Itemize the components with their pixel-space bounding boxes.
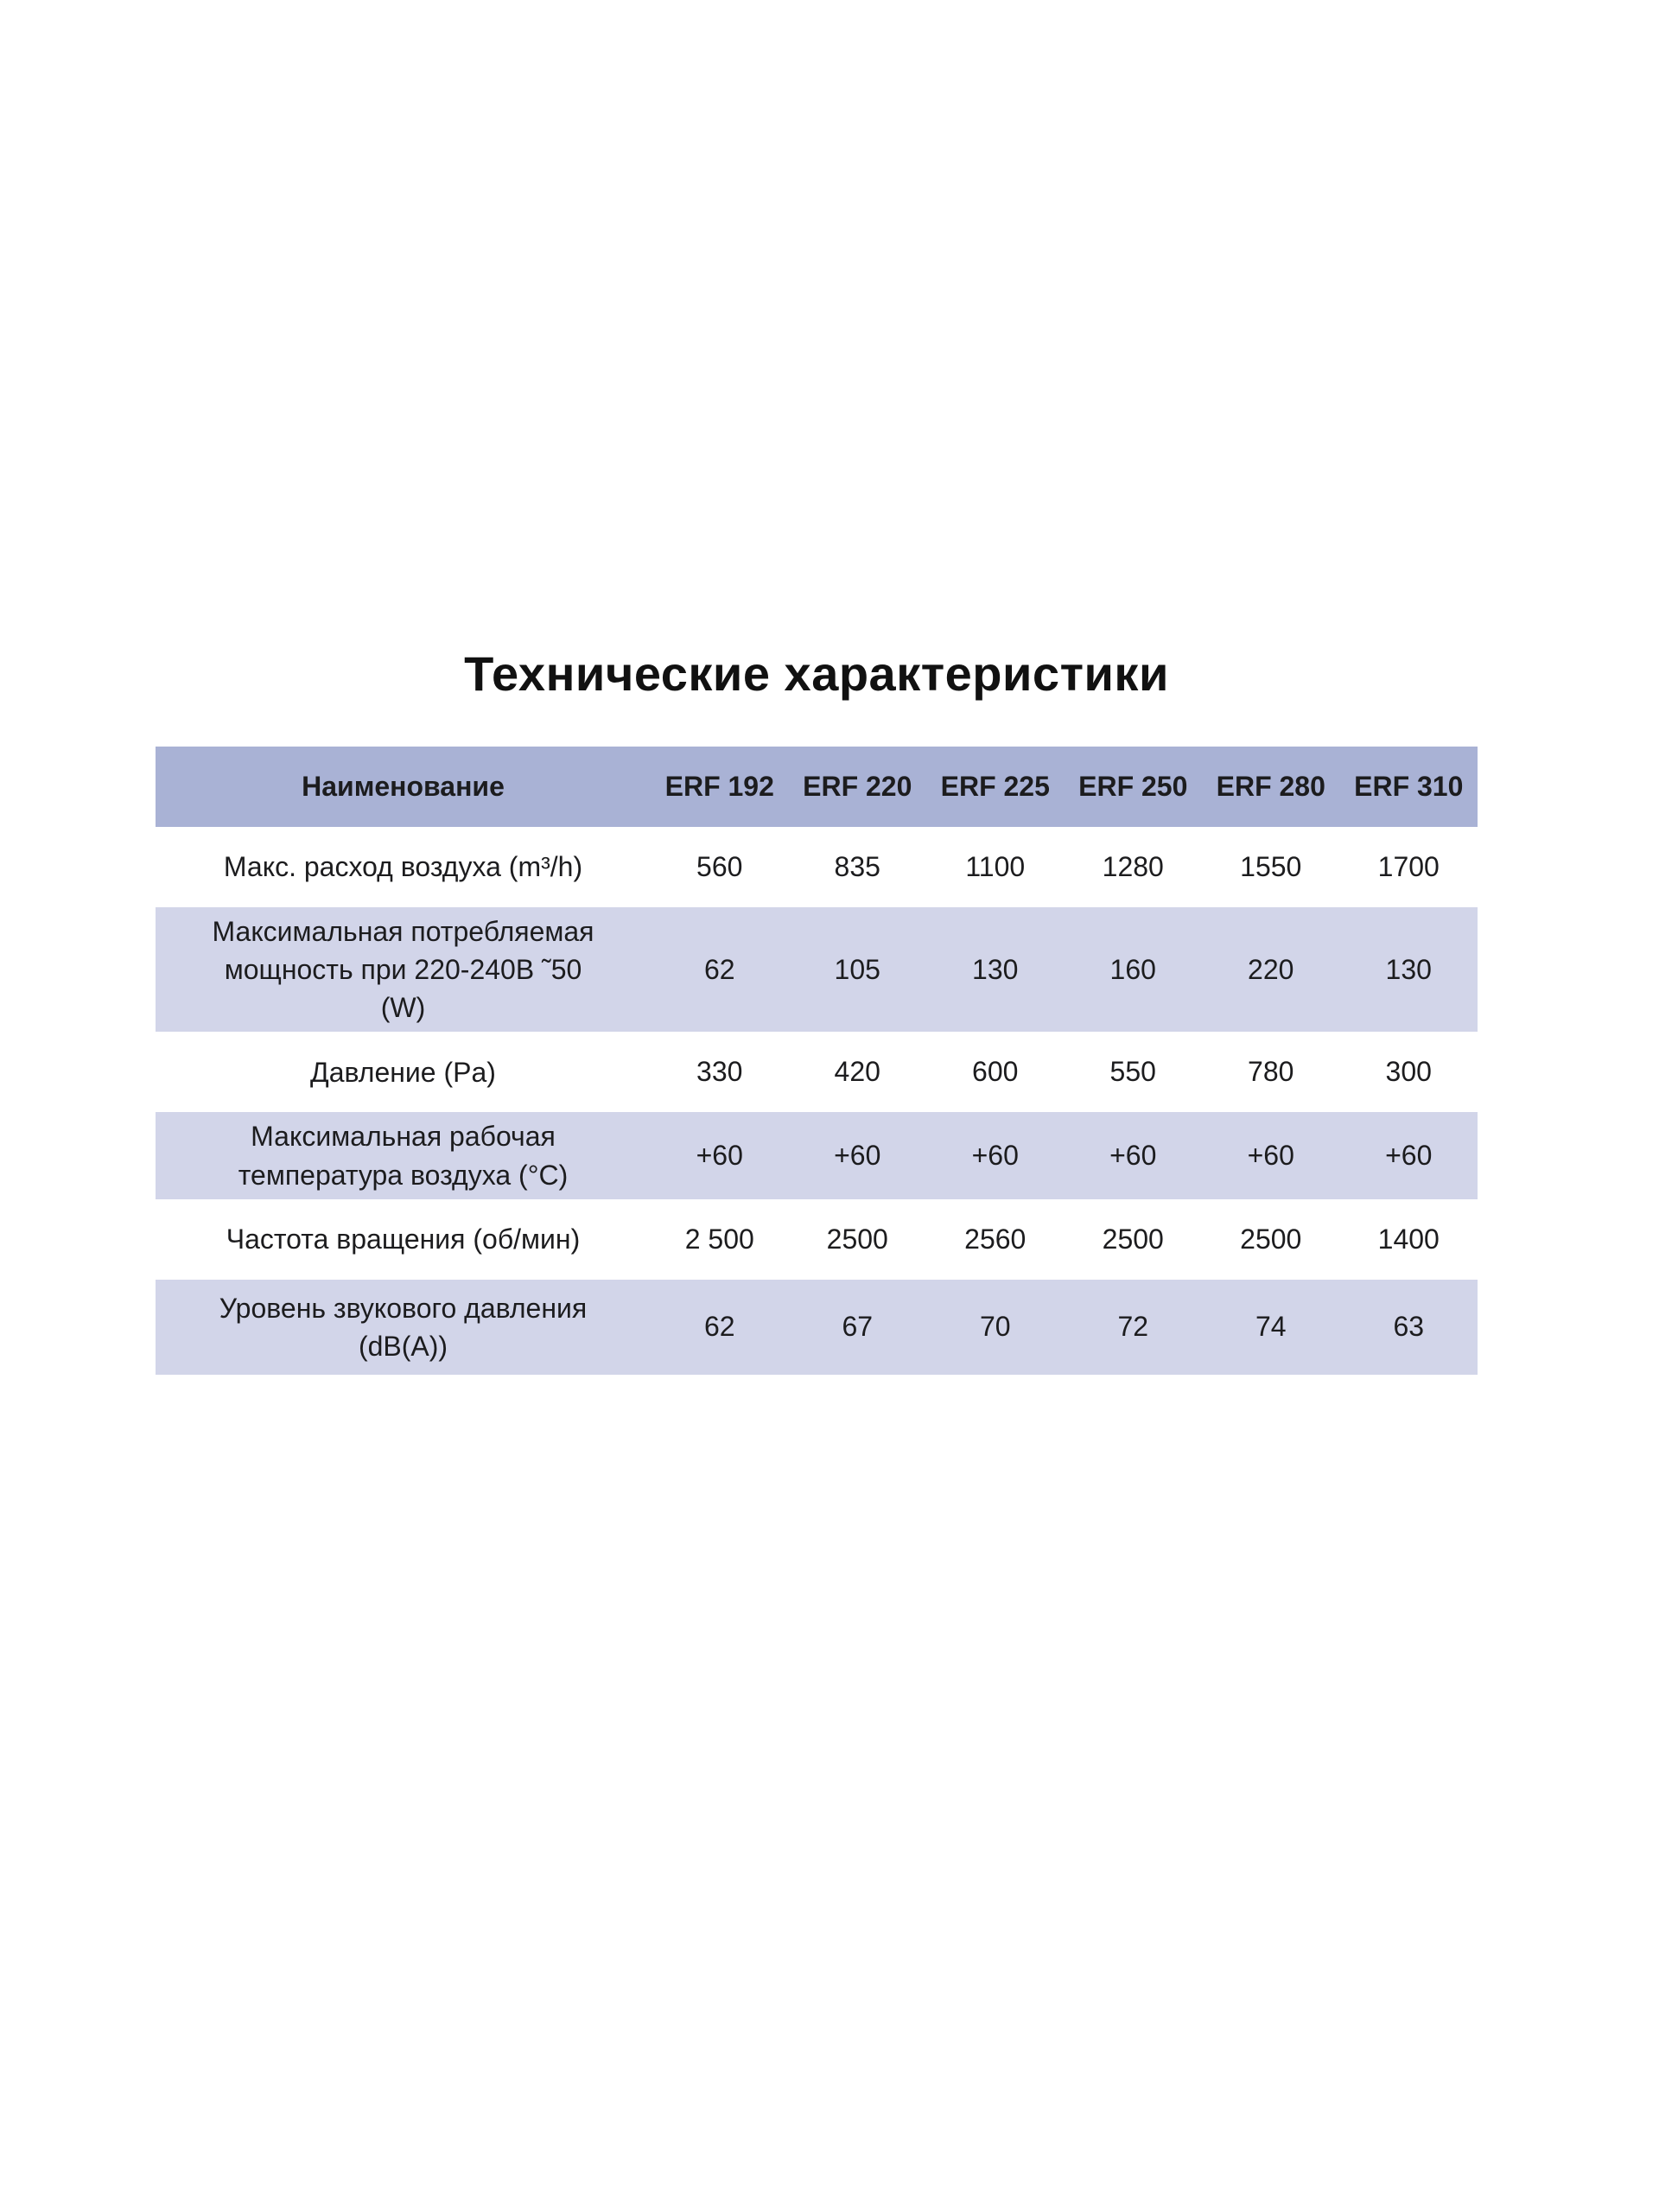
column-header-model: ERF 225 bbox=[940, 771, 1050, 802]
cell-value: +60 bbox=[696, 1140, 743, 1172]
cell-value: 1100 bbox=[965, 851, 1026, 882]
cell-value: 1550 bbox=[1240, 851, 1302, 882]
cell-value: 2560 bbox=[964, 1223, 1027, 1255]
row-label: Макс. расход воздуха (m³/h) bbox=[223, 851, 583, 883]
cell-value: 330 bbox=[696, 1056, 743, 1088]
cell-value: 2500 bbox=[1240, 1223, 1302, 1255]
cell-value: 67 bbox=[842, 1311, 874, 1343]
cell-value: 550 bbox=[1109, 1056, 1156, 1088]
cell-value: 420 bbox=[834, 1056, 880, 1088]
table-row bbox=[156, 1032, 1478, 1112]
cell-value: 835 bbox=[834, 851, 880, 882]
spec-sheet bbox=[156, 0, 1478, 1375]
cell-value: +60 bbox=[1247, 1140, 1294, 1172]
column-header-model: ERF 250 bbox=[1078, 771, 1188, 802]
cell-value: 74 bbox=[1255, 1311, 1287, 1343]
column-header-model: ERF 192 bbox=[664, 771, 774, 802]
spec-table bbox=[156, 747, 1478, 1375]
cell-value: 130 bbox=[1385, 953, 1432, 985]
cell-value: 1400 bbox=[1377, 1223, 1440, 1255]
page-title: Технические характеристики bbox=[464, 646, 1169, 701]
cell-value: 600 bbox=[972, 1056, 1019, 1088]
column-header-model: ERF 280 bbox=[1216, 771, 1325, 802]
cell-value: +60 bbox=[971, 1140, 1019, 1172]
cell-value: 62 bbox=[703, 953, 735, 985]
table-row bbox=[156, 907, 1478, 1032]
row-label: Частота вращения (об/мин) bbox=[226, 1224, 581, 1255]
cell-value: 130 bbox=[972, 953, 1019, 985]
cell-value: 2500 bbox=[826, 1223, 888, 1255]
cell-value: 72 bbox=[1117, 1311, 1149, 1343]
cell-value: +60 bbox=[1385, 1140, 1433, 1172]
table-row bbox=[156, 827, 1478, 907]
cell-value: 1700 bbox=[1377, 851, 1440, 882]
cell-value: +60 bbox=[1109, 1140, 1157, 1172]
cell-value: 63 bbox=[1393, 1311, 1425, 1343]
table-body bbox=[156, 827, 1478, 1375]
row-label: Максимальная рабочая температура воздуха (°C) bbox=[238, 1121, 569, 1191]
column-header-model: ERF 310 bbox=[1354, 771, 1464, 802]
row-label: Давление (Pa) bbox=[310, 1056, 496, 1088]
cell-value: 105 bbox=[834, 953, 880, 985]
cell-value: +60 bbox=[834, 1140, 881, 1172]
table-row bbox=[156, 1280, 1478, 1375]
row-label: Максимальная потребляемая мощность при 220-240В ˜50 (W) bbox=[212, 916, 594, 1024]
table-row bbox=[156, 1112, 1478, 1198]
cell-value: 220 bbox=[1248, 953, 1294, 985]
row-label: Уровень звукового давления (dB(A)) bbox=[219, 1292, 588, 1362]
cell-value: 160 bbox=[1109, 953, 1156, 985]
cell-value: 62 bbox=[703, 1311, 735, 1343]
cell-value: 780 bbox=[1248, 1056, 1294, 1088]
cell-value: 2500 bbox=[1102, 1223, 1164, 1255]
column-header-name: Наименование bbox=[302, 771, 505, 802]
cell-value: 70 bbox=[979, 1311, 1011, 1343]
cell-value: 1280 bbox=[1102, 851, 1164, 882]
column-header-model: ERF 220 bbox=[803, 771, 912, 802]
cell-value: 300 bbox=[1385, 1056, 1432, 1088]
cell-value: 2 500 bbox=[684, 1223, 754, 1255]
cell-value: 560 bbox=[696, 851, 743, 882]
table-header-row bbox=[156, 747, 1478, 827]
table-row bbox=[156, 1199, 1478, 1280]
